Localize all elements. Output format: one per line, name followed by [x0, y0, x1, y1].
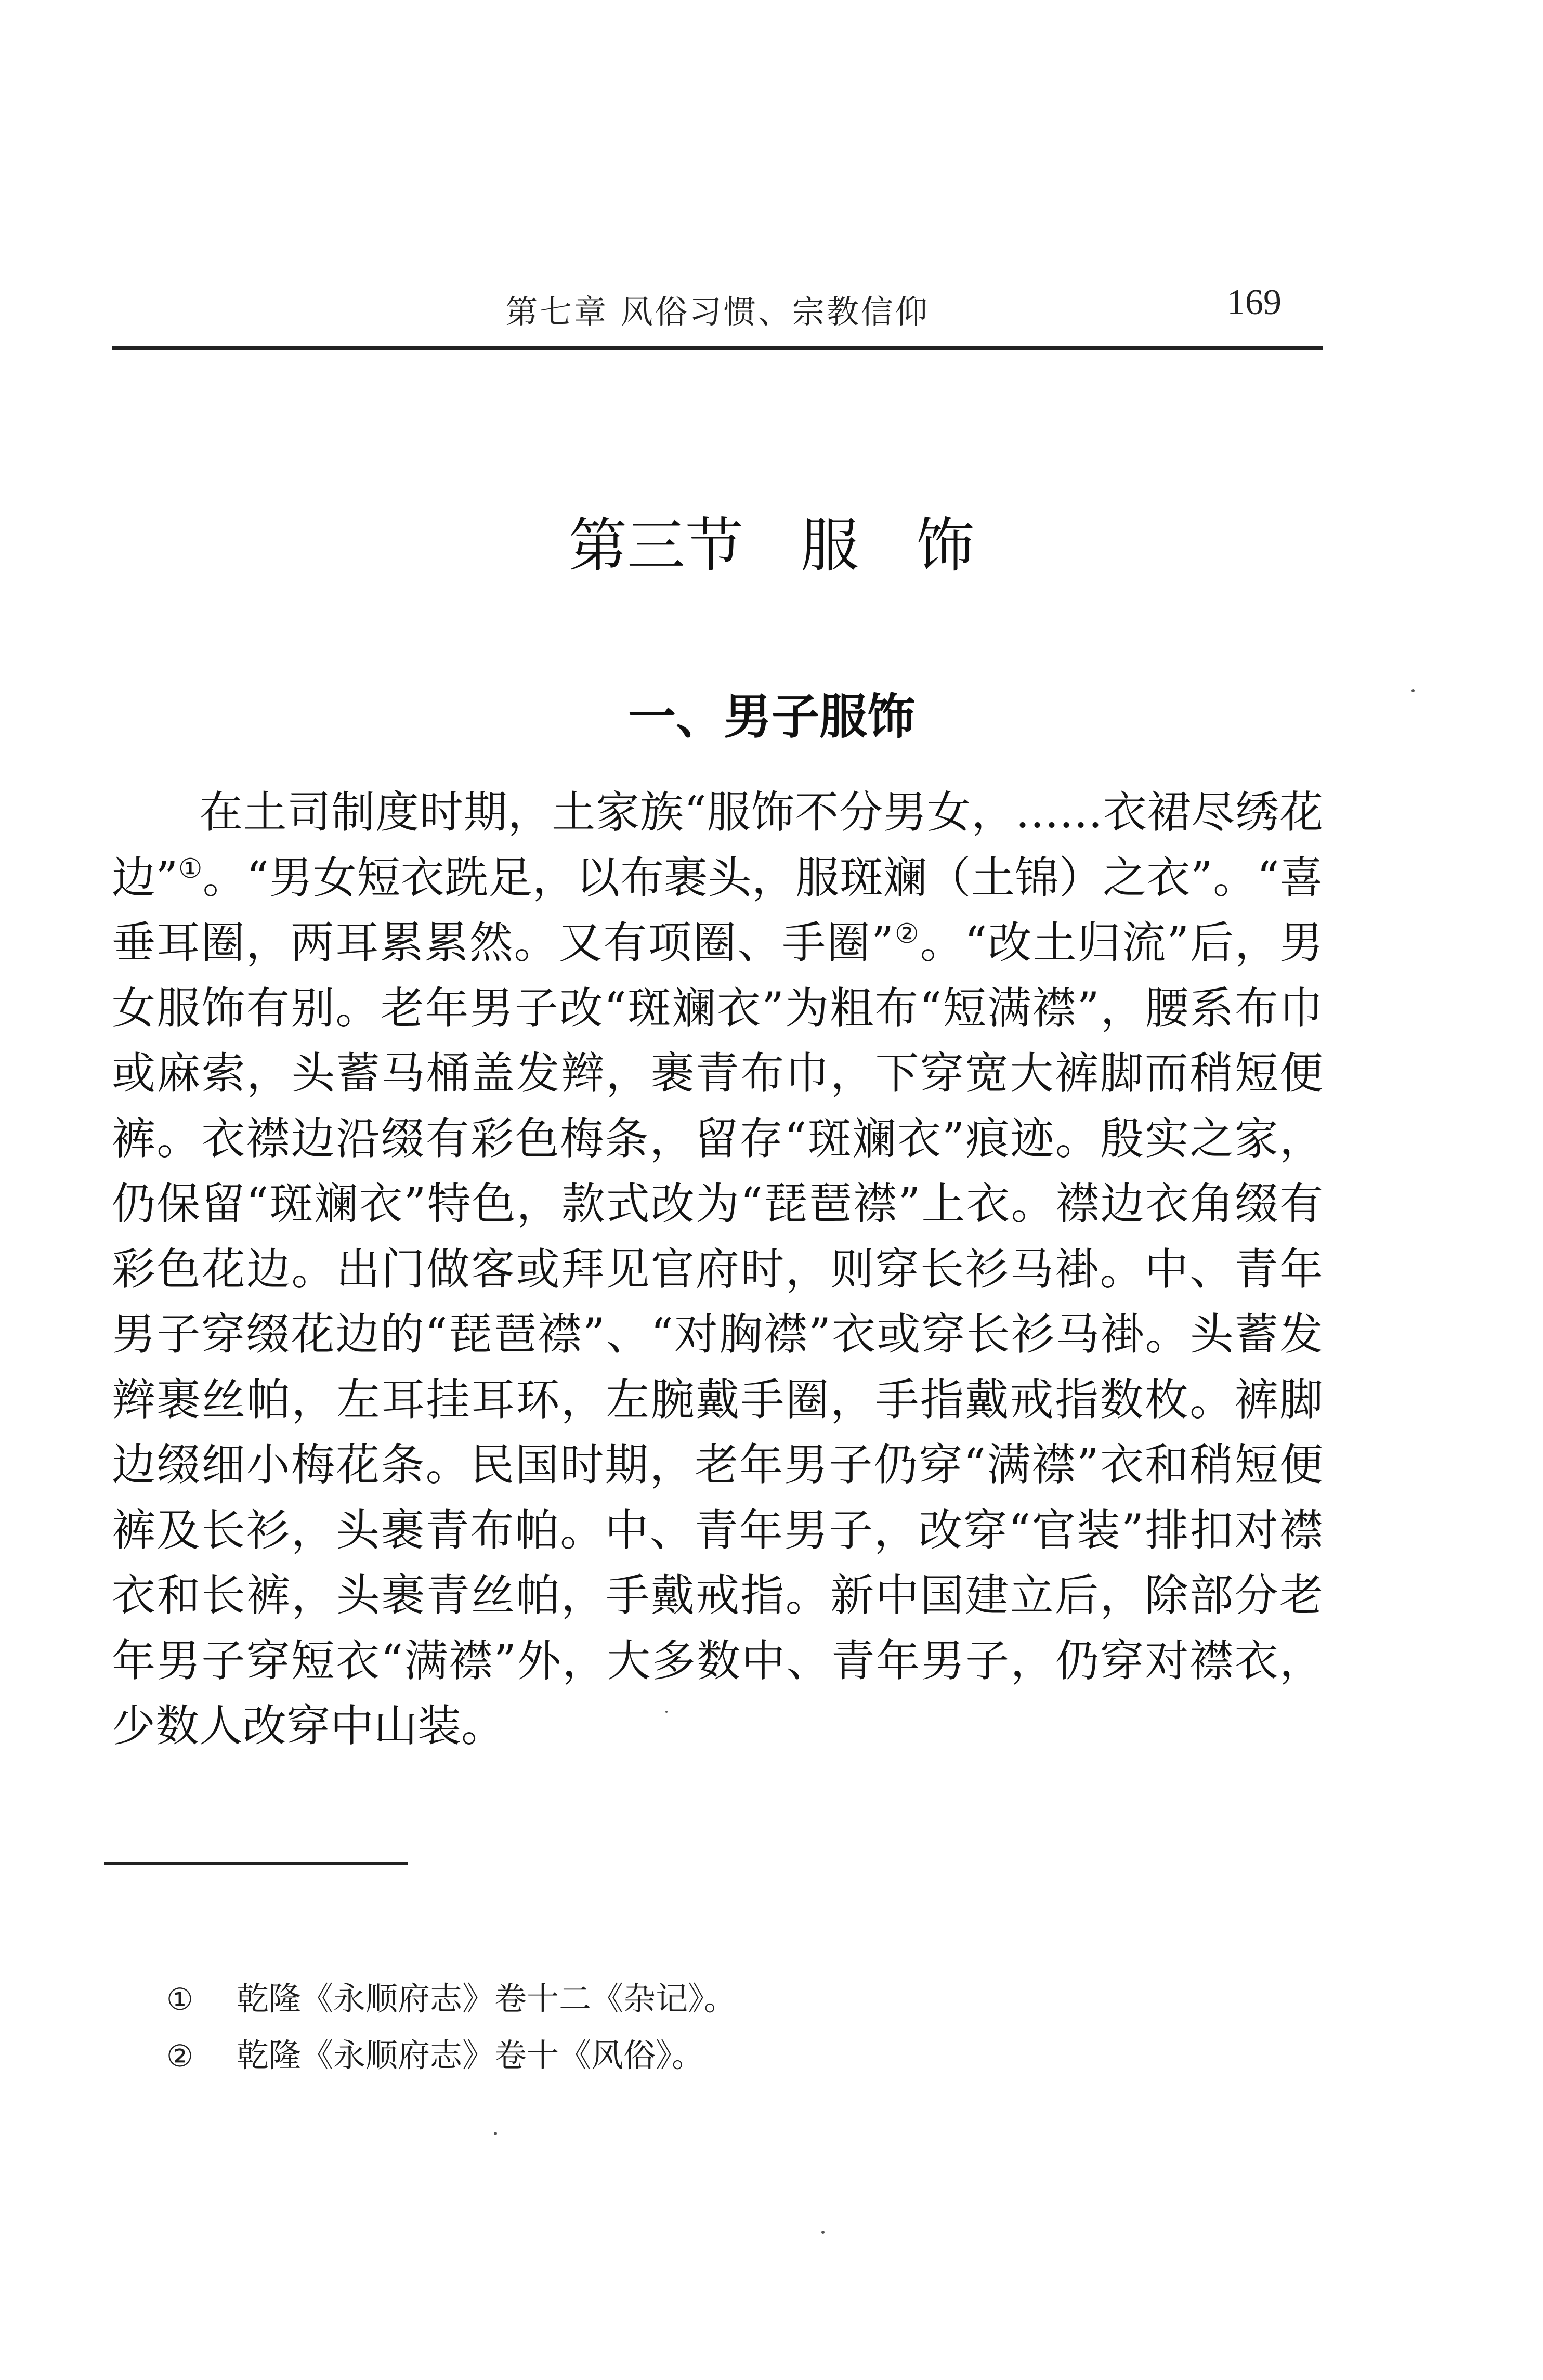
footnote-divider: [104, 1862, 408, 1865]
body-paragraph: [112, 780, 1323, 1759]
body-segment-1: 在土司制度时期，土家族“服饰不分男女，……衣裙尽绣花边”: [112, 787, 1323, 903]
footnotes: [166, 1971, 1310, 2084]
scan-speck: [821, 2231, 825, 2234]
footnote-item: [166, 2027, 1310, 2084]
footnote-text: 乾隆《永顺府志》卷十《风俗》。: [237, 2036, 704, 2074]
section-title-char-2: 饰: [916, 512, 974, 580]
body-segment-3: 。“改土归流”后，男女服饰有别。老年男子改“斑斓衣”为粗布“短满襟”，腰系布巾或麻索，头蓄马桶盖发辫，裹青布巾，下穿宽大裤脚而稍短便裤。衣襟边沿缀有彩色梅条，留存“斑斓衣”痕迹。殷实之家，仍保留“斑斓衣”特色，款式改为“琵琶襟”上衣。襟边衣角缀有彩色花边。出门做客或拜见官府时，则穿长衫马褂。中、青年男子穿缀花边的“琵琶襟”、“对胸襟”衣或穿长衫马褂。头蓄发辫裹丝帕，左耳挂耳环，左腕戴手圈，手指戴戒指数枚。裤脚边缀细小梅花条。民国时期，老年男子仍穿“满襟”衣和稍短便裤及长衫，头裹青布帕。中、青年男子，改穿“官装”排扣对襟衣和长裤，头裹青丝帕，手戴戒指。新中国建立后，除部分老年男子穿短衣“满襟”外，大多数中、青年男子，仍穿对襟衣，少数人改穿中山装。: [112, 917, 1323, 1751]
footnote-ref-2[interactable]: ②: [894, 918, 920, 950]
section-number: 第三节: [569, 512, 743, 580]
footnote-ref-1[interactable]: ①: [178, 853, 203, 885]
scan-speck: [1411, 689, 1415, 692]
footnote-mark: ②: [166, 2038, 193, 2074]
footnote-mark: ①: [166, 1982, 193, 2017]
section-title-char-1: 服: [801, 512, 859, 580]
scan-speck: [494, 2132, 497, 2135]
scan-speck: [665, 1711, 668, 1713]
footnote-text: 乾隆《永顺府志》卷十二《杂记》。: [237, 1980, 737, 2018]
footnote-item: [166, 1971, 1310, 2027]
subsection-title: 一、男子服饰: [627, 689, 915, 745]
body-text: [112, 780, 1323, 1759]
header-divider: [112, 346, 1323, 350]
body-segment-2: 。“男女短衣跣足，以布裹头，服斑斓（土锦）之衣”。“喜垂耳圈，两耳累累然。又有项圈、手圈”: [112, 852, 1323, 968]
section-title: [0, 499, 1543, 583]
running-header: [112, 276, 1323, 333]
page-number: 169: [1227, 282, 1282, 322]
chapter-running-title: 第七章 风俗习惯、宗教信仰: [505, 293, 930, 331]
